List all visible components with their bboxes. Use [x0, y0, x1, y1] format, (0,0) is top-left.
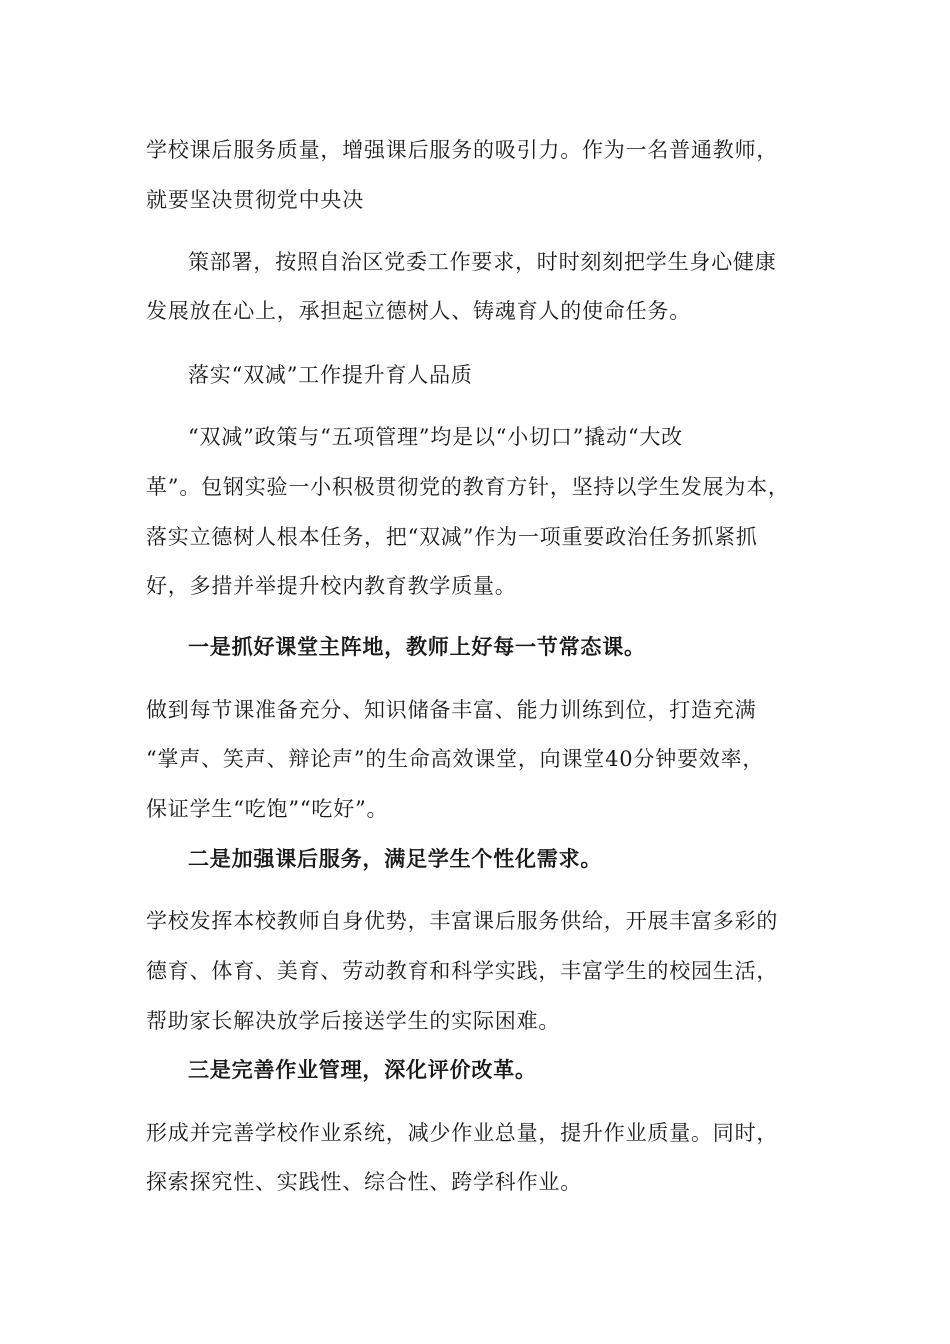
- paragraph-line: 学校发挥本校教师自身优势，丰富课后服务供给，开展丰富多彩的: [146, 909, 779, 933]
- paragraph-line: 帮助家长解决放学后接送学生的实际困难。: [146, 1009, 561, 1033]
- paragraph-line: 做到每节课准备充分、知识储备丰富、能力训练到位，打造充满: [146, 698, 757, 722]
- paragraph-line: 学校课后服务质量，增强课后服务的吸引力。作为一名普通教师，: [146, 138, 779, 162]
- bold-subheading: 三是完善作业管理，深化评价改革。: [188, 1057, 537, 1082]
- paragraph-line: 革”。包钢实验一小积极贯彻党的教育方针，坚持以学生发展为本，: [146, 475, 790, 499]
- paragraph-line: 保证学生“吃饱”“吃好”。: [146, 797, 389, 821]
- paragraph-line: 形成并完善学校作业系统，减少作业总量，提升作业质量。同时，: [146, 1121, 779, 1145]
- paragraph-line: 好，多措并举提升校内教育教学质量。: [146, 574, 517, 598]
- paragraph-line: 落实立德树人根本任务，把“双减”作为一项重要政治任务抓紧抓: [146, 525, 758, 549]
- paragraph-line: 策部署，按照自治区党委工作要求，时时刻刻把学生身心健康: [188, 250, 777, 274]
- paragraph-line: “双减”政策与“五项管理”均是以“小切口”撬动“大改: [188, 425, 683, 449]
- section-heading: 落实“双减”工作提升育人品质: [188, 363, 473, 387]
- paragraph-line: 探索探究性、实践性、综合性、跨学科作业。: [146, 1170, 582, 1194]
- paragraph-line: 德育、体育、美育、劳动教育和科学实践，丰富学生的校园生活，: [146, 959, 779, 983]
- paragraph-line: 就要坚决贯彻党中央决: [146, 188, 364, 212]
- paragraph-line: 发展放在心上，承担起立德树人、铸魂育人的使命任务。: [146, 299, 691, 323]
- paragraph-line: “掌声、笑声、辩论声”的生命高效课堂，向课堂40分钟要效率，: [146, 747, 765, 771]
- bold-subheading: 二是加强课后服务，满足学生个性化需求。: [188, 846, 603, 871]
- bold-subheading: 一是抓好课堂主阵地，教师上好每一节常态课。: [188, 634, 646, 659]
